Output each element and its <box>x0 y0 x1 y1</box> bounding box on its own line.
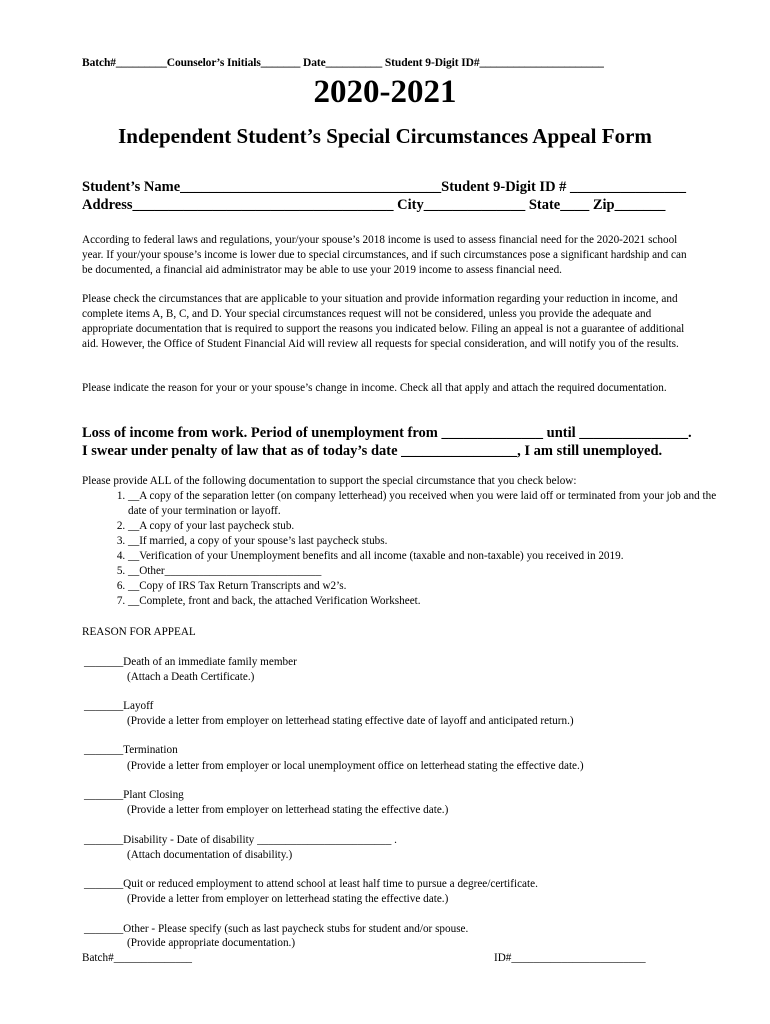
reason-death-note: (Attach a Death Certificate.) <box>127 671 255 683</box>
reason-other[interactable]: _______Other - Please specify (such as last paycheck stubs for student and/or spouse. <box>84 923 469 935</box>
footer-id: ID#________________________ <box>494 952 646 964</box>
doc-item: 7. __Complete, front and back, the attached Verification Worksheet. <box>128 594 728 609</box>
docs-intro: Please provide ALL of the following documentation to support the special circumstance that you check below: <box>82 475 577 487</box>
doc-item: 5. __Other____________________________ <box>128 564 728 579</box>
student-name-id-line: Student’s Name____________________________________Student 9-Digit ID # ________________ <box>82 179 687 195</box>
documentation-list <box>82 489 728 609</box>
reason-quit-school[interactable]: _______Quit or reduced employment to attend school at least half time to pursue a degree/certificate. <box>84 878 538 890</box>
reason-disability-note: (Attach documentation of disability.) <box>127 849 293 861</box>
reason-disability[interactable]: _______Disability - Date of disability ________________________ . <box>84 834 397 846</box>
doc-item: 6. __Copy of IRS Tax Return Transcripts and w2’s. <box>128 579 728 594</box>
unemployment-period-line: Loss of income from work. Period of unemployment from ______________ until _______________. <box>82 425 692 441</box>
reason-layoff-note: (Provide a letter from employer on letterhead stating effective date of layoff and anticipated return.) <box>127 715 574 727</box>
address-line: Address____________________________________ City______________ State____ Zip_______ <box>82 197 666 213</box>
reason-termination[interactable]: _______Termination <box>84 744 178 756</box>
doc-item: 1. __A copy of the separation letter (on company letterhead) you received when you were laid off or terminated from your job and the date of your termination or layoff. <box>128 489 728 519</box>
reason-layoff[interactable]: _______Layoff <box>84 700 154 712</box>
instructions-paragraph: Please check the circumstances that are applicable to your situation and provide information regarding your reduction in income, and complete items A, B, C, and D. Your special circumstances request will not be considered, unless you provide the adequate and appropriate documentation that is required to support the reasons you indicated below. Filing an appeal is not a guarantee of additional aid. However, the Office of Student Financial Aid will review all requests for special consideration, and will notify you of the results. <box>82 293 685 350</box>
office-use-header: Batch#_________Counselor’s Initials_______ Date__________ Student 9-Digit ID#______________________ <box>82 57 604 69</box>
reason-quit-school-note: (Provide a letter from employer on letterhead stating the effective date.) <box>127 893 449 905</box>
intro-paragraph: According to federal laws and regulations, your/your spouse’s 2018 income is used to assess financial need for the 2020-2021 school year. If your/your spouse’s income is lower due to special circumstances, and if such circumstances pose a significant hardship and can be documented, a financial aid administrator may be able to use your 2019 income to assess financial need. <box>82 234 687 276</box>
reason-plant-closing-note: (Provide a letter from employer on letterhead stating the effective date.) <box>127 804 449 816</box>
reason-other-note: (Provide appropriate documentation.) <box>127 937 296 949</box>
reason-death[interactable]: _______Death of an immediate family member <box>84 656 297 668</box>
doc-item: 4. __Verification of your Unemployment benefits and all income (taxable and non-taxable) you received in 2019. <box>128 549 728 564</box>
reason-plant-closing[interactable]: _______Plant Closing <box>84 789 184 801</box>
doc-item: 3. __If married, a copy of your spouse’s last paycheck stubs. <box>128 534 728 549</box>
reason-instruction-paragraph: Please indicate the reason for your or your spouse’s change in income. Check all that apply and attach the required documentation. <box>82 382 667 394</box>
doc-item: 2. __A copy of your last paycheck stub. <box>128 519 728 534</box>
reason-termination-note: (Provide a letter from employer or local unemployment office on letterhead stating the effective date.) <box>127 760 584 772</box>
unemployment-oath-line: I swear under penalty of law that as of today’s date ________________, I am still unemployed. <box>82 443 663 459</box>
form-title: Independent Student’s Special Circumstances Appeal Form <box>118 124 652 148</box>
footer-batch: Batch#______________ <box>82 952 193 964</box>
reason-heading: REASON FOR APPEAL <box>82 626 196 638</box>
academic-year: 2020-2021 <box>313 74 457 110</box>
